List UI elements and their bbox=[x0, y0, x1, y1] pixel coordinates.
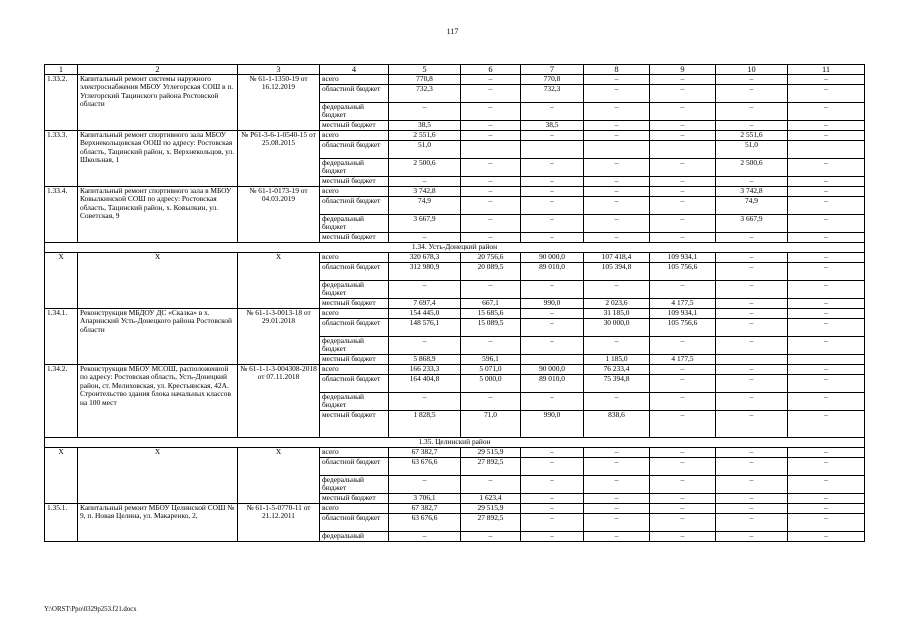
amount-cell: – bbox=[650, 281, 716, 299]
amount-cell: – bbox=[650, 121, 716, 131]
amount-cell: – bbox=[584, 75, 650, 85]
funding-source: областной бюджет bbox=[320, 263, 389, 281]
column-number-row bbox=[45, 65, 865, 75]
amount-cell: – bbox=[788, 319, 865, 337]
amount-cell: 596,1 bbox=[461, 355, 521, 365]
amount-cell: 63 676,6 bbox=[389, 458, 461, 476]
amount-cell: – bbox=[584, 458, 650, 476]
amount-cell: – bbox=[584, 281, 650, 299]
amount-cell bbox=[461, 141, 521, 159]
amount-cell: – bbox=[788, 458, 865, 476]
funding-source: местный бюджет bbox=[320, 233, 389, 243]
amount-cell: – bbox=[650, 197, 716, 215]
amount-cell: – bbox=[650, 131, 716, 141]
funding-source: всего bbox=[320, 448, 389, 458]
amount-cell: – bbox=[788, 365, 865, 375]
amount-cell: – bbox=[584, 197, 650, 215]
amount-cell: – bbox=[716, 85, 788, 103]
item-number: 1.33.4. bbox=[45, 187, 78, 243]
funding-source: областной бюджет bbox=[320, 141, 389, 159]
amount-cell: – bbox=[461, 85, 521, 103]
amount-cell: – bbox=[389, 337, 461, 355]
document-ref: № 61-1-1-3-004308-2018 от 07.11.2018 bbox=[238, 365, 320, 438]
amount-cell: – bbox=[521, 393, 584, 411]
funding-source: местный бюджет bbox=[320, 177, 389, 187]
amount-cell: – bbox=[716, 375, 788, 393]
document-ref: № 61-1-3-0013-18 от 29.01.2018 bbox=[238, 309, 320, 365]
amount-cell: 5 000,0 bbox=[461, 375, 521, 393]
amount-cell: 732,3 bbox=[521, 85, 584, 103]
amount-cell: – bbox=[650, 233, 716, 243]
amount-cell: – bbox=[788, 309, 865, 319]
section-row bbox=[45, 243, 865, 253]
amount-cell: – bbox=[788, 85, 865, 103]
amount-cell: 7 697,4 bbox=[389, 299, 461, 309]
amount-cell: – bbox=[521, 448, 584, 458]
amount-cell bbox=[521, 141, 584, 159]
funding-source: федеральный бюджет bbox=[320, 476, 389, 494]
amount-cell: 90 000,0 bbox=[521, 253, 584, 263]
amount-cell: 38,5 bbox=[389, 121, 461, 131]
amount-cell: 27 892,5 bbox=[461, 458, 521, 476]
amount-cell: 29 515,9 bbox=[461, 504, 521, 514]
amount-cell: – bbox=[788, 159, 865, 177]
amount-cell: – bbox=[788, 299, 865, 309]
amount-cell: 27 892,5 bbox=[461, 514, 521, 532]
amount-cell: – bbox=[389, 281, 461, 299]
funding-source: областной бюджет bbox=[320, 458, 389, 476]
amount-cell: 20 089,5 bbox=[461, 263, 521, 281]
amount-cell: 990,0 bbox=[521, 299, 584, 309]
amount-cell: – bbox=[650, 85, 716, 103]
amount-cell bbox=[788, 355, 865, 365]
funding-source: всего bbox=[320, 365, 389, 375]
amount-cell: – bbox=[389, 233, 461, 243]
column-number: 10 bbox=[716, 65, 788, 75]
column-number: 7 bbox=[521, 65, 584, 75]
amount-cell: 770,8 bbox=[389, 75, 461, 85]
amount-cell: – bbox=[521, 494, 584, 504]
funding-source: федеральный бюджет bbox=[320, 103, 389, 121]
amount-cell: – bbox=[788, 504, 865, 514]
funding-source: местный бюджет bbox=[320, 411, 389, 438]
amount-cell: – bbox=[716, 365, 788, 375]
amount-cell: 51,0 bbox=[389, 141, 461, 159]
amount-cell: – bbox=[716, 532, 788, 542]
amount-cell: 71,0 bbox=[461, 411, 521, 438]
amount-cell: – bbox=[461, 187, 521, 197]
amount-cell: – bbox=[521, 532, 584, 542]
amount-cell: – bbox=[788, 263, 865, 281]
object-name: Реконструкция МБОУ МСОШ, расположенной по адресу: Ростовская область, Усть-Донецкий район, ст. Мелиховская, ул. Крестьянская, 42А. Строительство здания блока начальных классов на 100 мест bbox=[78, 365, 238, 438]
amount-cell: – bbox=[716, 263, 788, 281]
amount-cell: – bbox=[650, 375, 716, 393]
amount-cell bbox=[521, 355, 584, 365]
amount-cell: – bbox=[788, 177, 865, 187]
document-ref: Х bbox=[238, 253, 320, 309]
funding-source: федеральный бюджет bbox=[320, 281, 389, 299]
amount-cell: – bbox=[650, 177, 716, 187]
amount-cell: – bbox=[788, 448, 865, 458]
amount-cell: – bbox=[716, 458, 788, 476]
amount-cell: – bbox=[650, 448, 716, 458]
amount-cell: – bbox=[716, 121, 788, 131]
amount-cell: – bbox=[521, 103, 584, 121]
amount-cell: – bbox=[716, 337, 788, 355]
amount-cell: 74,9 bbox=[389, 197, 461, 215]
funding-source: федеральный бюджет bbox=[320, 215, 389, 233]
amount-cell: – bbox=[584, 131, 650, 141]
amount-cell: – bbox=[650, 476, 716, 494]
funding-source: областной бюджет bbox=[320, 319, 389, 337]
object-name: Реконструкция МБДОУ ДС «Сказка» в х. Апаринский Усть-Донецкого района Ростовской области bbox=[78, 309, 238, 365]
amount-cell: – bbox=[716, 281, 788, 299]
amount-cell: – bbox=[788, 375, 865, 393]
funding-source: федеральный bbox=[320, 532, 389, 542]
item-number: 1.33.3. bbox=[45, 131, 78, 187]
amount-cell: – bbox=[650, 504, 716, 514]
object-name: Капитальный ремонт системы наружного электроснабжения МБОУ Углегорская СОШ в п. Углегорский Тацинского района Ростовской области bbox=[78, 75, 238, 131]
amount-cell: 76 233,4 bbox=[584, 365, 650, 375]
column-number: 8 bbox=[584, 65, 650, 75]
amount-cell: – bbox=[584, 121, 650, 131]
amount-cell: – bbox=[716, 309, 788, 319]
table-row bbox=[45, 131, 865, 141]
amount-cell: – bbox=[716, 233, 788, 243]
funding-source: местный бюджет bbox=[320, 494, 389, 504]
amount-cell bbox=[650, 141, 716, 159]
amount-cell: – bbox=[716, 319, 788, 337]
amount-cell: 38,5 bbox=[521, 121, 584, 131]
amount-cell: – bbox=[716, 514, 788, 532]
amount-cell: – bbox=[788, 121, 865, 131]
amount-cell: 107 418,4 bbox=[584, 253, 650, 263]
amount-cell: – bbox=[584, 337, 650, 355]
object-name: Капитальный ремонт спортивного зала МБОУ Верхнекольцовская ООШ по адресу: Ростовская область, Тацинский район, х. Верхнекольцов, ул. Школьная, 1 bbox=[78, 131, 238, 187]
funding-source: федеральный бюджет bbox=[320, 159, 389, 177]
amount-cell: – bbox=[521, 476, 584, 494]
amount-cell: – bbox=[716, 253, 788, 263]
amount-cell bbox=[584, 141, 650, 159]
amount-cell: 89 010,0 bbox=[521, 263, 584, 281]
amount-cell: 312 980,9 bbox=[389, 263, 461, 281]
file-path-footer: Y:\ORST\Ppo\0329p253.f21.docx bbox=[44, 606, 137, 613]
amount-cell: – bbox=[461, 281, 521, 299]
document-ref: Х bbox=[238, 448, 320, 504]
amount-cell: – bbox=[650, 215, 716, 233]
amount-cell: 67 382,7 bbox=[389, 504, 461, 514]
amount-cell: 29 515,9 bbox=[461, 448, 521, 458]
amount-cell: 30 000,0 bbox=[584, 319, 650, 337]
amount-cell: 105 756,6 bbox=[650, 263, 716, 281]
document-ref: № Р61-3-6-1-0540-15 от 25.08.2015 bbox=[238, 131, 320, 187]
amount-cell: – bbox=[650, 532, 716, 542]
amount-cell: – bbox=[788, 253, 865, 263]
table-row bbox=[45, 187, 865, 197]
funding-source: местный бюджет bbox=[320, 299, 389, 309]
item-number: Х bbox=[45, 448, 78, 504]
object-name: Капитальный ремонт спортивного зала в МБОУ Ковылкинской СОШ по адресу: Ростовская область, Тацинский район, х. Ковылкин, ул. Советская, 9 bbox=[78, 187, 238, 243]
column-number: 5 bbox=[389, 65, 461, 75]
item-number: 1.35.1. bbox=[45, 504, 78, 542]
amount-cell bbox=[788, 141, 865, 159]
amount-cell: 667,1 bbox=[461, 299, 521, 309]
amount-cell: 990,0 bbox=[521, 411, 584, 438]
amount-cell: 154 445,0 bbox=[389, 309, 461, 319]
amount-cell: 4 177,5 bbox=[650, 299, 716, 309]
amount-cell: – bbox=[389, 532, 461, 542]
amount-cell: – bbox=[716, 177, 788, 187]
amount-cell: 2 023,6 bbox=[584, 299, 650, 309]
amount-cell: – bbox=[461, 393, 521, 411]
amount-cell: – bbox=[461, 476, 521, 494]
funding-source: всего bbox=[320, 253, 389, 263]
amount-cell: – bbox=[788, 75, 865, 85]
budget-table bbox=[44, 64, 865, 542]
amount-cell: – bbox=[521, 197, 584, 215]
amount-cell: 3 742,8 bbox=[389, 187, 461, 197]
amount-cell: – bbox=[716, 476, 788, 494]
document-ref: № 61-1-1350-19 от 16.12.2019 bbox=[238, 75, 320, 131]
amount-cell: 732,3 bbox=[389, 85, 461, 103]
amount-cell: 164 404,8 bbox=[389, 375, 461, 393]
amount-cell: 89 010,0 bbox=[521, 375, 584, 393]
amount-cell: – bbox=[788, 494, 865, 504]
amount-cell: – bbox=[461, 177, 521, 187]
amount-cell: 90 000,0 bbox=[521, 365, 584, 375]
amount-cell: 770,8 bbox=[521, 75, 584, 85]
amount-cell: – bbox=[716, 448, 788, 458]
amount-cell: – bbox=[788, 103, 865, 121]
column-number: 6 bbox=[461, 65, 521, 75]
amount-cell: – bbox=[521, 177, 584, 187]
amount-cell: – bbox=[584, 532, 650, 542]
amount-cell: – bbox=[521, 159, 584, 177]
section-row bbox=[45, 438, 865, 448]
amount-cell: 67 382,7 bbox=[389, 448, 461, 458]
amount-cell: 15 685,6 bbox=[461, 309, 521, 319]
amount-cell: 15 089,5 bbox=[461, 319, 521, 337]
funding-source: всего bbox=[320, 504, 389, 514]
amount-cell: – bbox=[788, 187, 865, 197]
amount-cell: – bbox=[461, 197, 521, 215]
amount-cell: – bbox=[584, 494, 650, 504]
amount-cell: – bbox=[788, 337, 865, 355]
amount-cell bbox=[716, 355, 788, 365]
amount-cell: – bbox=[584, 103, 650, 121]
amount-cell: – bbox=[650, 411, 716, 438]
amount-cell: – bbox=[650, 494, 716, 504]
amount-cell: – bbox=[521, 233, 584, 243]
amount-cell: – bbox=[521, 131, 584, 141]
amount-cell: 838,6 bbox=[584, 411, 650, 438]
item-number: 1.33.2. bbox=[45, 75, 78, 131]
amount-cell: 1 185,0 bbox=[584, 355, 650, 365]
amount-cell: 74,9 bbox=[716, 197, 788, 215]
amount-cell: – bbox=[461, 75, 521, 85]
amount-cell: – bbox=[521, 187, 584, 197]
item-number: 1.34.1. bbox=[45, 309, 78, 365]
amount-cell: 31 185,0 bbox=[584, 309, 650, 319]
amount-cell: 75 394,8 bbox=[584, 375, 650, 393]
amount-cell: – bbox=[650, 393, 716, 411]
amount-cell: – bbox=[788, 215, 865, 233]
amount-cell: – bbox=[461, 103, 521, 121]
item-number: 1.34.2. bbox=[45, 365, 78, 438]
amount-cell: – bbox=[584, 233, 650, 243]
amount-cell: 148 576,1 bbox=[389, 319, 461, 337]
amount-cell: – bbox=[521, 215, 584, 233]
funding-source: всего bbox=[320, 131, 389, 141]
amount-cell: 51,0 bbox=[716, 141, 788, 159]
amount-cell: – bbox=[584, 448, 650, 458]
amount-cell: – bbox=[461, 532, 521, 542]
amount-cell: – bbox=[788, 514, 865, 532]
table-row bbox=[45, 253, 865, 263]
funding-source: всего bbox=[320, 309, 389, 319]
amount-cell: – bbox=[521, 337, 584, 355]
amount-cell: – bbox=[521, 319, 584, 337]
amount-cell: – bbox=[716, 411, 788, 438]
amount-cell: – bbox=[716, 75, 788, 85]
table-row bbox=[45, 75, 865, 85]
amount-cell: – bbox=[788, 411, 865, 438]
amount-cell: – bbox=[650, 187, 716, 197]
amount-cell: – bbox=[788, 197, 865, 215]
table-row bbox=[45, 365, 865, 375]
amount-cell: – bbox=[650, 337, 716, 355]
amount-cell: – bbox=[461, 337, 521, 355]
funding-source: областной бюджет bbox=[320, 197, 389, 215]
amount-cell: 3 706,1 bbox=[389, 494, 461, 504]
document-ref: № 61-1-5-0770-11 от 21.12.2011 bbox=[238, 504, 320, 542]
amount-cell: 109 934,1 bbox=[650, 309, 716, 319]
funding-source: областной бюджет bbox=[320, 375, 389, 393]
section-title: 1.34. Усть-Донецкий район bbox=[45, 243, 865, 253]
object-name: Х bbox=[78, 253, 238, 309]
amount-cell: – bbox=[389, 476, 461, 494]
amount-cell: – bbox=[584, 159, 650, 177]
amount-cell: – bbox=[716, 103, 788, 121]
amount-cell: 20 756,6 bbox=[461, 253, 521, 263]
section-title: 1.35. Целинский район bbox=[45, 438, 865, 448]
amount-cell: – bbox=[788, 131, 865, 141]
amount-cell: 63 676,6 bbox=[389, 514, 461, 532]
amount-cell: – bbox=[389, 393, 461, 411]
funding-source: федеральный бюджет bbox=[320, 393, 389, 411]
amount-cell: – bbox=[584, 215, 650, 233]
table-row bbox=[45, 448, 865, 458]
amount-cell: – bbox=[461, 215, 521, 233]
document-ref: № 61-1-0173-19 от 04.03.2019 bbox=[238, 187, 320, 243]
amount-cell: – bbox=[521, 309, 584, 319]
amount-cell: – bbox=[461, 159, 521, 177]
amount-cell: 105 756,6 bbox=[650, 319, 716, 337]
funding-source: местный бюджет bbox=[320, 121, 389, 131]
object-name: Х bbox=[78, 448, 238, 504]
amount-cell: – bbox=[650, 75, 716, 85]
amount-cell: – bbox=[584, 393, 650, 411]
column-number: 1 bbox=[45, 65, 78, 75]
page-number: 117 bbox=[446, 27, 459, 36]
amount-cell: – bbox=[461, 121, 521, 131]
column-number: 3 bbox=[238, 65, 320, 75]
amount-cell: – bbox=[389, 177, 461, 187]
amount-cell: – bbox=[788, 233, 865, 243]
amount-cell: 1 828,5 bbox=[389, 411, 461, 438]
object-name: Капитальный ремонт МБОУ Целинской СОШ № 9, п. Новая Целина, ул. Макаренко, 2, bbox=[78, 504, 238, 542]
amount-cell: – bbox=[584, 187, 650, 197]
amount-cell: – bbox=[521, 504, 584, 514]
item-number: Х bbox=[45, 253, 78, 309]
amount-cell: 5 071,0 bbox=[461, 365, 521, 375]
amount-cell: 2 551,6 bbox=[389, 131, 461, 141]
amount-cell: – bbox=[650, 514, 716, 532]
amount-cell: – bbox=[650, 458, 716, 476]
amount-cell: – bbox=[584, 85, 650, 103]
amount-cell: 2 500,6 bbox=[389, 159, 461, 177]
table-row bbox=[45, 309, 865, 319]
amount-cell: 3 742,8 bbox=[716, 187, 788, 197]
amount-cell: 5 868,9 bbox=[389, 355, 461, 365]
amount-cell: – bbox=[521, 514, 584, 532]
amount-cell: – bbox=[461, 233, 521, 243]
amount-cell: – bbox=[788, 281, 865, 299]
amount-cell: 109 934,1 bbox=[650, 253, 716, 263]
funding-source: областной бюджет bbox=[320, 85, 389, 103]
amount-cell: – bbox=[584, 504, 650, 514]
amount-cell: – bbox=[788, 393, 865, 411]
amount-cell: – bbox=[584, 476, 650, 494]
amount-cell: – bbox=[716, 393, 788, 411]
amount-cell: 166 233,3 bbox=[389, 365, 461, 375]
amount-cell: 2 500,6 bbox=[716, 159, 788, 177]
amount-cell: – bbox=[389, 103, 461, 121]
column-number: 11 bbox=[788, 65, 865, 75]
amount-cell: – bbox=[461, 131, 521, 141]
funding-source: местный бюджет bbox=[320, 355, 389, 365]
amount-cell: – bbox=[650, 103, 716, 121]
funding-source: областной бюджет bbox=[320, 514, 389, 532]
column-number: 2 bbox=[78, 65, 238, 75]
amount-cell: – bbox=[716, 494, 788, 504]
amount-cell: 2 551,6 bbox=[716, 131, 788, 141]
amount-cell: – bbox=[521, 281, 584, 299]
amount-cell: – bbox=[716, 504, 788, 514]
amount-cell: 1 623,4 bbox=[461, 494, 521, 504]
amount-cell: – bbox=[584, 177, 650, 187]
amount-cell: 3 667,9 bbox=[389, 215, 461, 233]
funding-source: всего bbox=[320, 75, 389, 85]
amount-cell: 3 667,9 bbox=[716, 215, 788, 233]
amount-cell: – bbox=[650, 365, 716, 375]
amount-cell: – bbox=[584, 514, 650, 532]
column-number: 4 bbox=[320, 65, 389, 75]
amount-cell: 4 177,5 bbox=[650, 355, 716, 365]
amount-cell: 320 678,3 bbox=[389, 253, 461, 263]
amount-cell: 105 394,8 bbox=[584, 263, 650, 281]
amount-cell: – bbox=[788, 532, 865, 542]
amount-cell: – bbox=[716, 299, 788, 309]
funding-source: федеральный бюджет bbox=[320, 337, 389, 355]
table-row bbox=[45, 504, 865, 514]
amount-cell: – bbox=[521, 458, 584, 476]
amount-cell: – bbox=[650, 159, 716, 177]
amount-cell: – bbox=[788, 476, 865, 494]
column-number: 9 bbox=[650, 65, 716, 75]
funding-source: всего bbox=[320, 187, 389, 197]
